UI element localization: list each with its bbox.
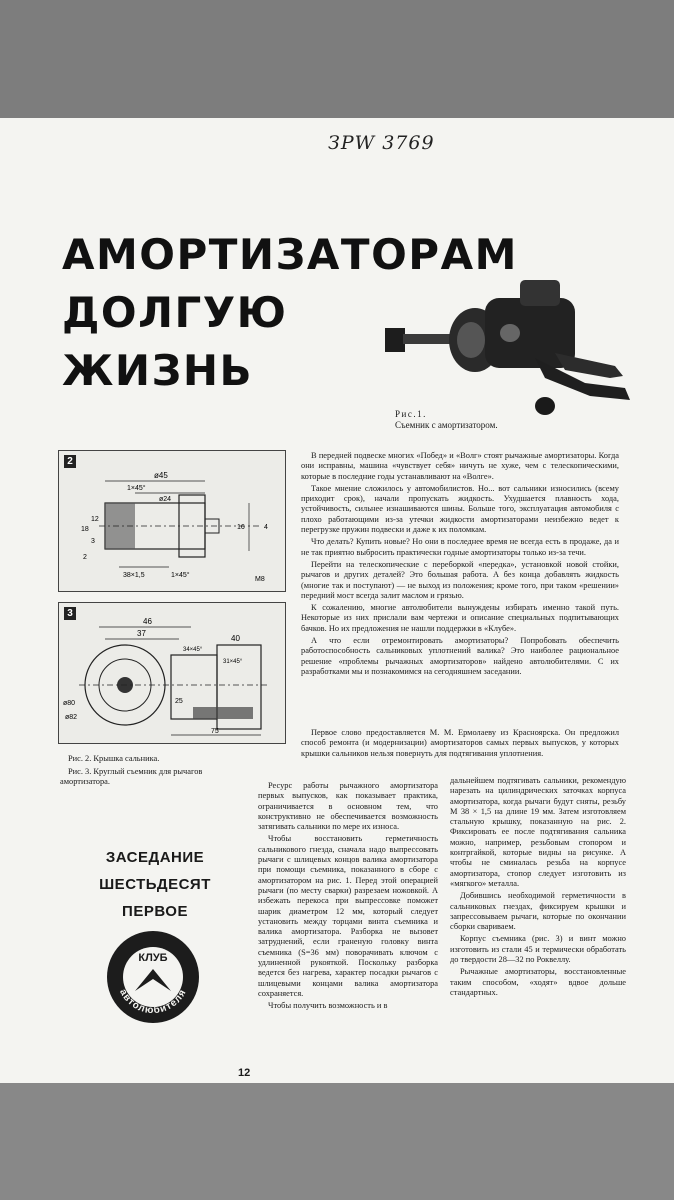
dim-25: 25 <box>175 698 183 705</box>
intro-paragraph: Что делать? Купить новые? Но они в последнее время не всегда есть в продаже, да и не так приятно выбросить практически годные амортизаторы только из-за течи. <box>301 537 619 557</box>
figure3-svg <box>59 603 285 743</box>
dim-d24: ø24 <box>159 496 172 503</box>
figure2-svg <box>59 451 285 591</box>
body-column-1 <box>258 781 438 1014</box>
dim-75: 75 <box>211 728 219 735</box>
dim-37: 37 <box>137 629 146 638</box>
dim-3: 3 <box>91 538 95 545</box>
dim-chamfer-1: 1×45° <box>127 485 146 492</box>
body-column-2 <box>450 776 626 1000</box>
column1-paragraph: Чтобы восстановить герметичность сальникового гнезда, сначала надо выпрессовать рычаги с шлицевых концов валика амортизатора при помощи съемника, показанного в сборе с амортизатором на рис. 1. Перед этой операцией рычаги (по месту сварки) разрезаем ножовкой. А избежать перекоса при выпрессовке поможет шарик диаметром 12 мм, который следует установить между торцами винта съемника и валика амортизатора. Разборка не вызовет затруднений, если граненую головку винта съемника (S=36 мм) поворачивать ключом с удлиненной рукояткой. Поскольку разборка ведется без нагрева, характер посадки рычагов с шлицевыми концами валика амортизатора сохраняется. <box>258 834 438 998</box>
session-line-3: ПЕРВОЕ <box>122 903 188 920</box>
figure2-drawing <box>58 450 286 592</box>
session-heading <box>60 844 250 925</box>
figure1-caption <box>395 409 498 431</box>
figure3-label: 3 <box>64 607 76 620</box>
dim-d80: ø80 <box>63 700 76 707</box>
title-line-2: ДОЛГУЮ <box>62 288 288 337</box>
intro-paragraph: В передней подвеске многих «Побед» и «Волг» стоят рычажные амортизаторы. Когда они исправны, машина «чувствует себя» ничуть не хуже, чем с телескопическими, которые в последние годы устанавливают на «Волге». <box>301 451 619 481</box>
intro-text <box>301 451 619 679</box>
dim-chamfer-31: 31×45° <box>223 659 243 665</box>
dim-40: 40 <box>231 634 240 643</box>
column2-paragraph: дальнейшем подтягивать сальники, рекомендую нарезать на цилиндрических заточках корпуса амортизатора, когда рычаги будут сняты, резьбу М 38 × 1,5 на длине 19 мм. Затем изготовляем стальную крышку, показанную на рис. 2. Фиксировать ее после подтягивания сальника можно, например, резьбовым стопором и контргайкой, которые видны на рисунке. А чтобы не сминалась резьба на корпусе амортизатора, стопор следует изготовить из «мягкого» металла. <box>450 776 626 888</box>
session-line-2: ШЕСТЬДЕСЯТ <box>99 876 211 893</box>
dim-chamfer-2: 1×45° <box>171 572 190 579</box>
dim-12: 12 <box>91 516 99 523</box>
top-margin-band <box>0 0 674 118</box>
figure1-photo <box>385 278 635 418</box>
column1-paragraph: Ресурс работы рычажного амортизатора первых выпусков, как показывает практика, ограничивается в основном тем, что конструктивно не обеспечивается возможность затягивать сальники по мере их износа. <box>258 781 438 832</box>
title-line-1: АМОРТИЗАТОРАМ <box>62 230 518 279</box>
page-number: 12 <box>238 1067 251 1079</box>
club-badge-logo <box>105 929 201 1025</box>
bolt-head <box>385 328 405 352</box>
badge-bottom-textpath: автолюбителя <box>117 987 189 1017</box>
figure3-caption: Рис. 3. Круглый съемник для рычагов амортизатора. <box>60 767 203 786</box>
speaker-paragraph: Первое слово предоставляется М. М. Ермолаеву из Красноярска. Он предложил способ ремонта (и модернизации) амортизаторов самых первых выпусков, у которых крышки сальников нельзя повернуть для подтягивания уплотнения. <box>301 728 619 758</box>
dim-46: 46 <box>143 617 152 626</box>
magazine-page <box>0 118 674 1083</box>
handwritten-note: ЗРW 3769 <box>328 132 435 154</box>
figure1-number: Рис.1. <box>395 409 427 419</box>
first-speaker-text <box>301 728 619 761</box>
intro-paragraph: Перейти на телескопические с переборкой «передка», установкой новой стойки, рычагов и других деталей? Это большая работа. А без конца добавлять жидкость (многие так и поступают) — не выход из положения; кроме того, при таком «решении» передний мост всегда залит маслом и грязью. <box>301 559 619 600</box>
figure3-drawing <box>58 602 286 744</box>
column1-paragraph: Чтобы получить возможность и в <box>268 1001 388 1011</box>
dim-4: 4 <box>264 524 268 531</box>
lever-end <box>535 397 555 415</box>
figure2-caption: Рис. 2. Крышка сальника. <box>68 754 160 763</box>
dim-d45: ø45 <box>154 471 168 480</box>
dim-d82: ø82 <box>65 714 78 721</box>
dim-m38: 38×1,5 <box>123 572 145 579</box>
dim-chamfer-34: 34×45° <box>183 647 203 653</box>
puller-hub <box>457 322 485 358</box>
dim-18: 18 <box>81 526 89 533</box>
column2-paragraph: Добившись необходимой герметичности в сальниковых гнездах, фиксируем крышки и запрессовываем рычаги, которые по окончании сборки свариваем. <box>450 891 626 932</box>
intro-paragraph: К сожалению, многие автолюбители вынуждены избирать именно такой путь. Некоторые из них прислали вам чертежи и описание специальных подпитывающих бачков. Но их предложения не нашли поддержки в «Клубе». <box>301 603 619 633</box>
session-line-1: ЗАСЕДАНИЕ <box>105 849 205 866</box>
badge-top-text: КЛУБ <box>138 952 168 964</box>
figure-captions <box>60 754 250 790</box>
column2-paragraph: Корпус съемника (рис. 3) и винт можно изготовить из стали 45 и термически обработать до твердости 28—32 по Роквеллу. <box>450 934 626 965</box>
highlight <box>500 324 520 342</box>
figure1-caption-text: Съемник с амортизатором. <box>395 420 498 430</box>
intro-paragraph: Такое мнение сложилось у автомобилистов. Но... вот сальники износились (всему приходит срок), начали пропускать жидкость. Ухудшается плавность хода, устойчивость, сильнее изнашиваются шины. Больше того, эксплуатация автомобиля с плохо работающими из-за утечки жидкости амортизаторами неизбежно ведет к перегрузке пружин подвески и даже к их поломкам. <box>301 483 619 535</box>
dim-2: 2 <box>83 554 87 561</box>
bottom-margin-band <box>0 1083 674 1200</box>
intro-paragraph: А что если отремонтировать амортизаторы? Попробовать обеспечить работоспособность сальниковых уплотнений валика? Это наиболее рациональное решение «проблемы рычажных амортизаторов» найдено автолюбителями. С их разработками мы и познакомимся на сегодняшнем заседании. <box>301 636 619 676</box>
dim-16: 16 <box>237 524 245 531</box>
dim-m8: М8 <box>255 576 265 583</box>
figure2-label: 2 <box>64 455 76 468</box>
column2-paragraph: Рычажные амортизаторы, восстановленные таким способом, «ходят» вдвое дольше стандартных. <box>450 967 626 997</box>
title-line-3: ЖИЗНЬ <box>62 346 254 395</box>
shock-top <box>520 280 560 306</box>
